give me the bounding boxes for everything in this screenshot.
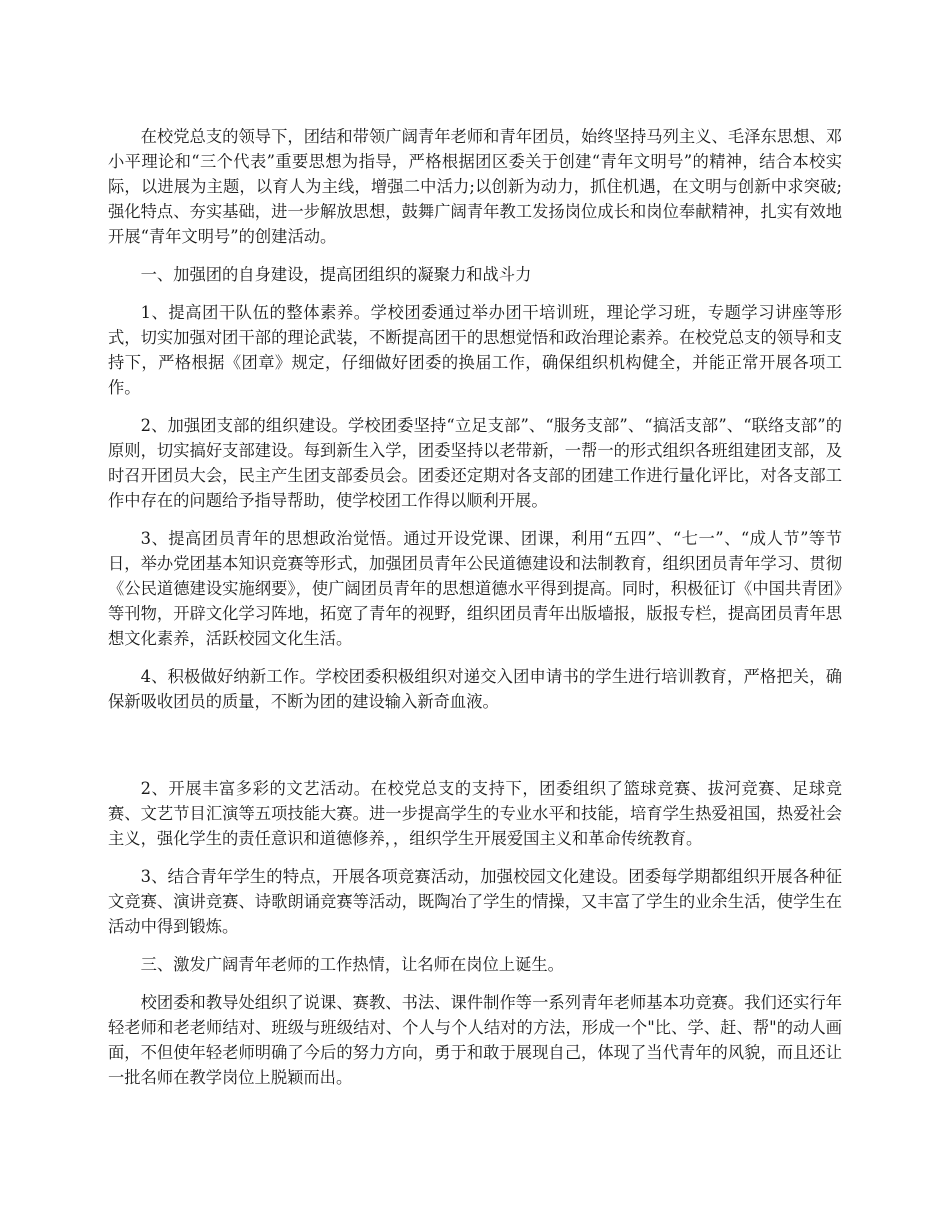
section-heading-1: 一、加强团的自身建设，提高团组织的凝聚力和战斗力 bbox=[140, 265, 532, 284]
intro-paragraph: 在校党总支的领导下，团结和带领广阔青年老师和青年团员，始终坚持马列主义、毛泽东思想、邓小平理论和“三个代表”重要思想为指导，严格根据团区委关于创建“青年文明号”的精神，结合本校实际，以进展为主题，以育人为主线，增强二中活力;以创新为动力，抓住机遇，在文明与创新中求突破;强化特点、夯实基础，进一步解放思想，鼓舞广阔青年教工发扬岗位成长和岗位奉献精神，扎实有效地开展“青年文明号”的创建活动。 bbox=[108, 127, 842, 246]
document-page bbox=[108, 124, 842, 1103]
paragraph-1-1: 1、提高团干队伍的整体素养。学校团委通过举办团干培训班，理论学习班，专题学习讲座等形式，切实加强对团干部的理论武装，不断提高团干的思想觉悟和政治理论素养。在校党总支的领导和支持下，严格根据《团章》规定，仔细做好团委的换届工作，确保组织机构健全，并能正常开展各项工作。 bbox=[108, 303, 842, 397]
paragraph-1-2: 2、加强团支部的组织建设。学校团委坚持“立足支部”、“服务支部”、“搞活支部”、“联络支部”的原则，切实搞好支部建设。每到新生入学，团委坚持以老带新，一帮一的形式组织各班组建团支部，及时召开团员大会，民主产生团支部委员会。团委还定期对各支部的团建工作进行量化评比，对各支部工作中存在的问题给予指导帮助，使学校团工作得以顺利开展。 bbox=[108, 416, 842, 510]
paragraph-1-3: 3、提高团员青年的思想政治觉悟。通过开设党课、团课，利用“五四”、“七一”、“成人节”等节日，举办党团基本知识竞赛等形式，加强团员青年公民道德建设和法制教育，组织团员青年学习、贯彻《公民道德建设实施纲要》，使广阔团员青年的思想道德水平得到提高。同时，积极征订《中国共青团》等刊物，开辟文化学习阵地，拓宽了青年的视野，组织团员青年出版墙报，版报专栏，提高团员青年思想文化素养，活跃校园文化生活。 bbox=[108, 529, 842, 648]
paragraph-2-3: 3、结合青年学生的特点，开展各项竞赛活动，加强校园文化建设。团委每学期都组织开展各种征文竞赛、演讲竞赛、诗歌朗诵竞赛等活动，既陶冶了学生的情操，又丰富了学生的业余生活，使学生在活动中得到锻炼。 bbox=[108, 867, 842, 936]
blank-gap bbox=[108, 727, 842, 776]
paragraph-3-1: 校团委和教导处组织了说课、赛教、书法、课件制作等一系列青年老师基本功竞赛。我们还实行年轻老师和老老师结对、班级与班级结对、个人与个人结对的方法，形成一个"比、学、赶、帮"的动人画面，不但使年轻老师明确了今后的努力方向，勇于和敢于展现自己，体现了当代青年的风貌，而且还让一批名师在教学岗位上脱颖而出。 bbox=[108, 993, 842, 1087]
paragraph-2-2: 2、开展丰富多彩的文艺活动。在校党总支的支持下，团委组织了篮球竞赛、拔河竞赛、足球竞赛、文艺节目汇演等五项技能大赛。进一步提高学生的专业水平和技能，培育学生热爱祖国，热爱社会主义，强化学生的责任意识和道德修养，，组织学生开展爱国主义和革命传统教育。 bbox=[108, 779, 842, 848]
section-heading-3: 三、激发广阔青年老师的工作热情，让名师在岗位上诞生。 bbox=[140, 955, 564, 974]
paragraph-1-4: 4、积极做好纳新工作。学校团委积极组织对递交入团申请书的学生进行培训教育，严格把关，确保新吸收团员的质量，不断为团的建设输入新奇血液。 bbox=[108, 667, 842, 711]
